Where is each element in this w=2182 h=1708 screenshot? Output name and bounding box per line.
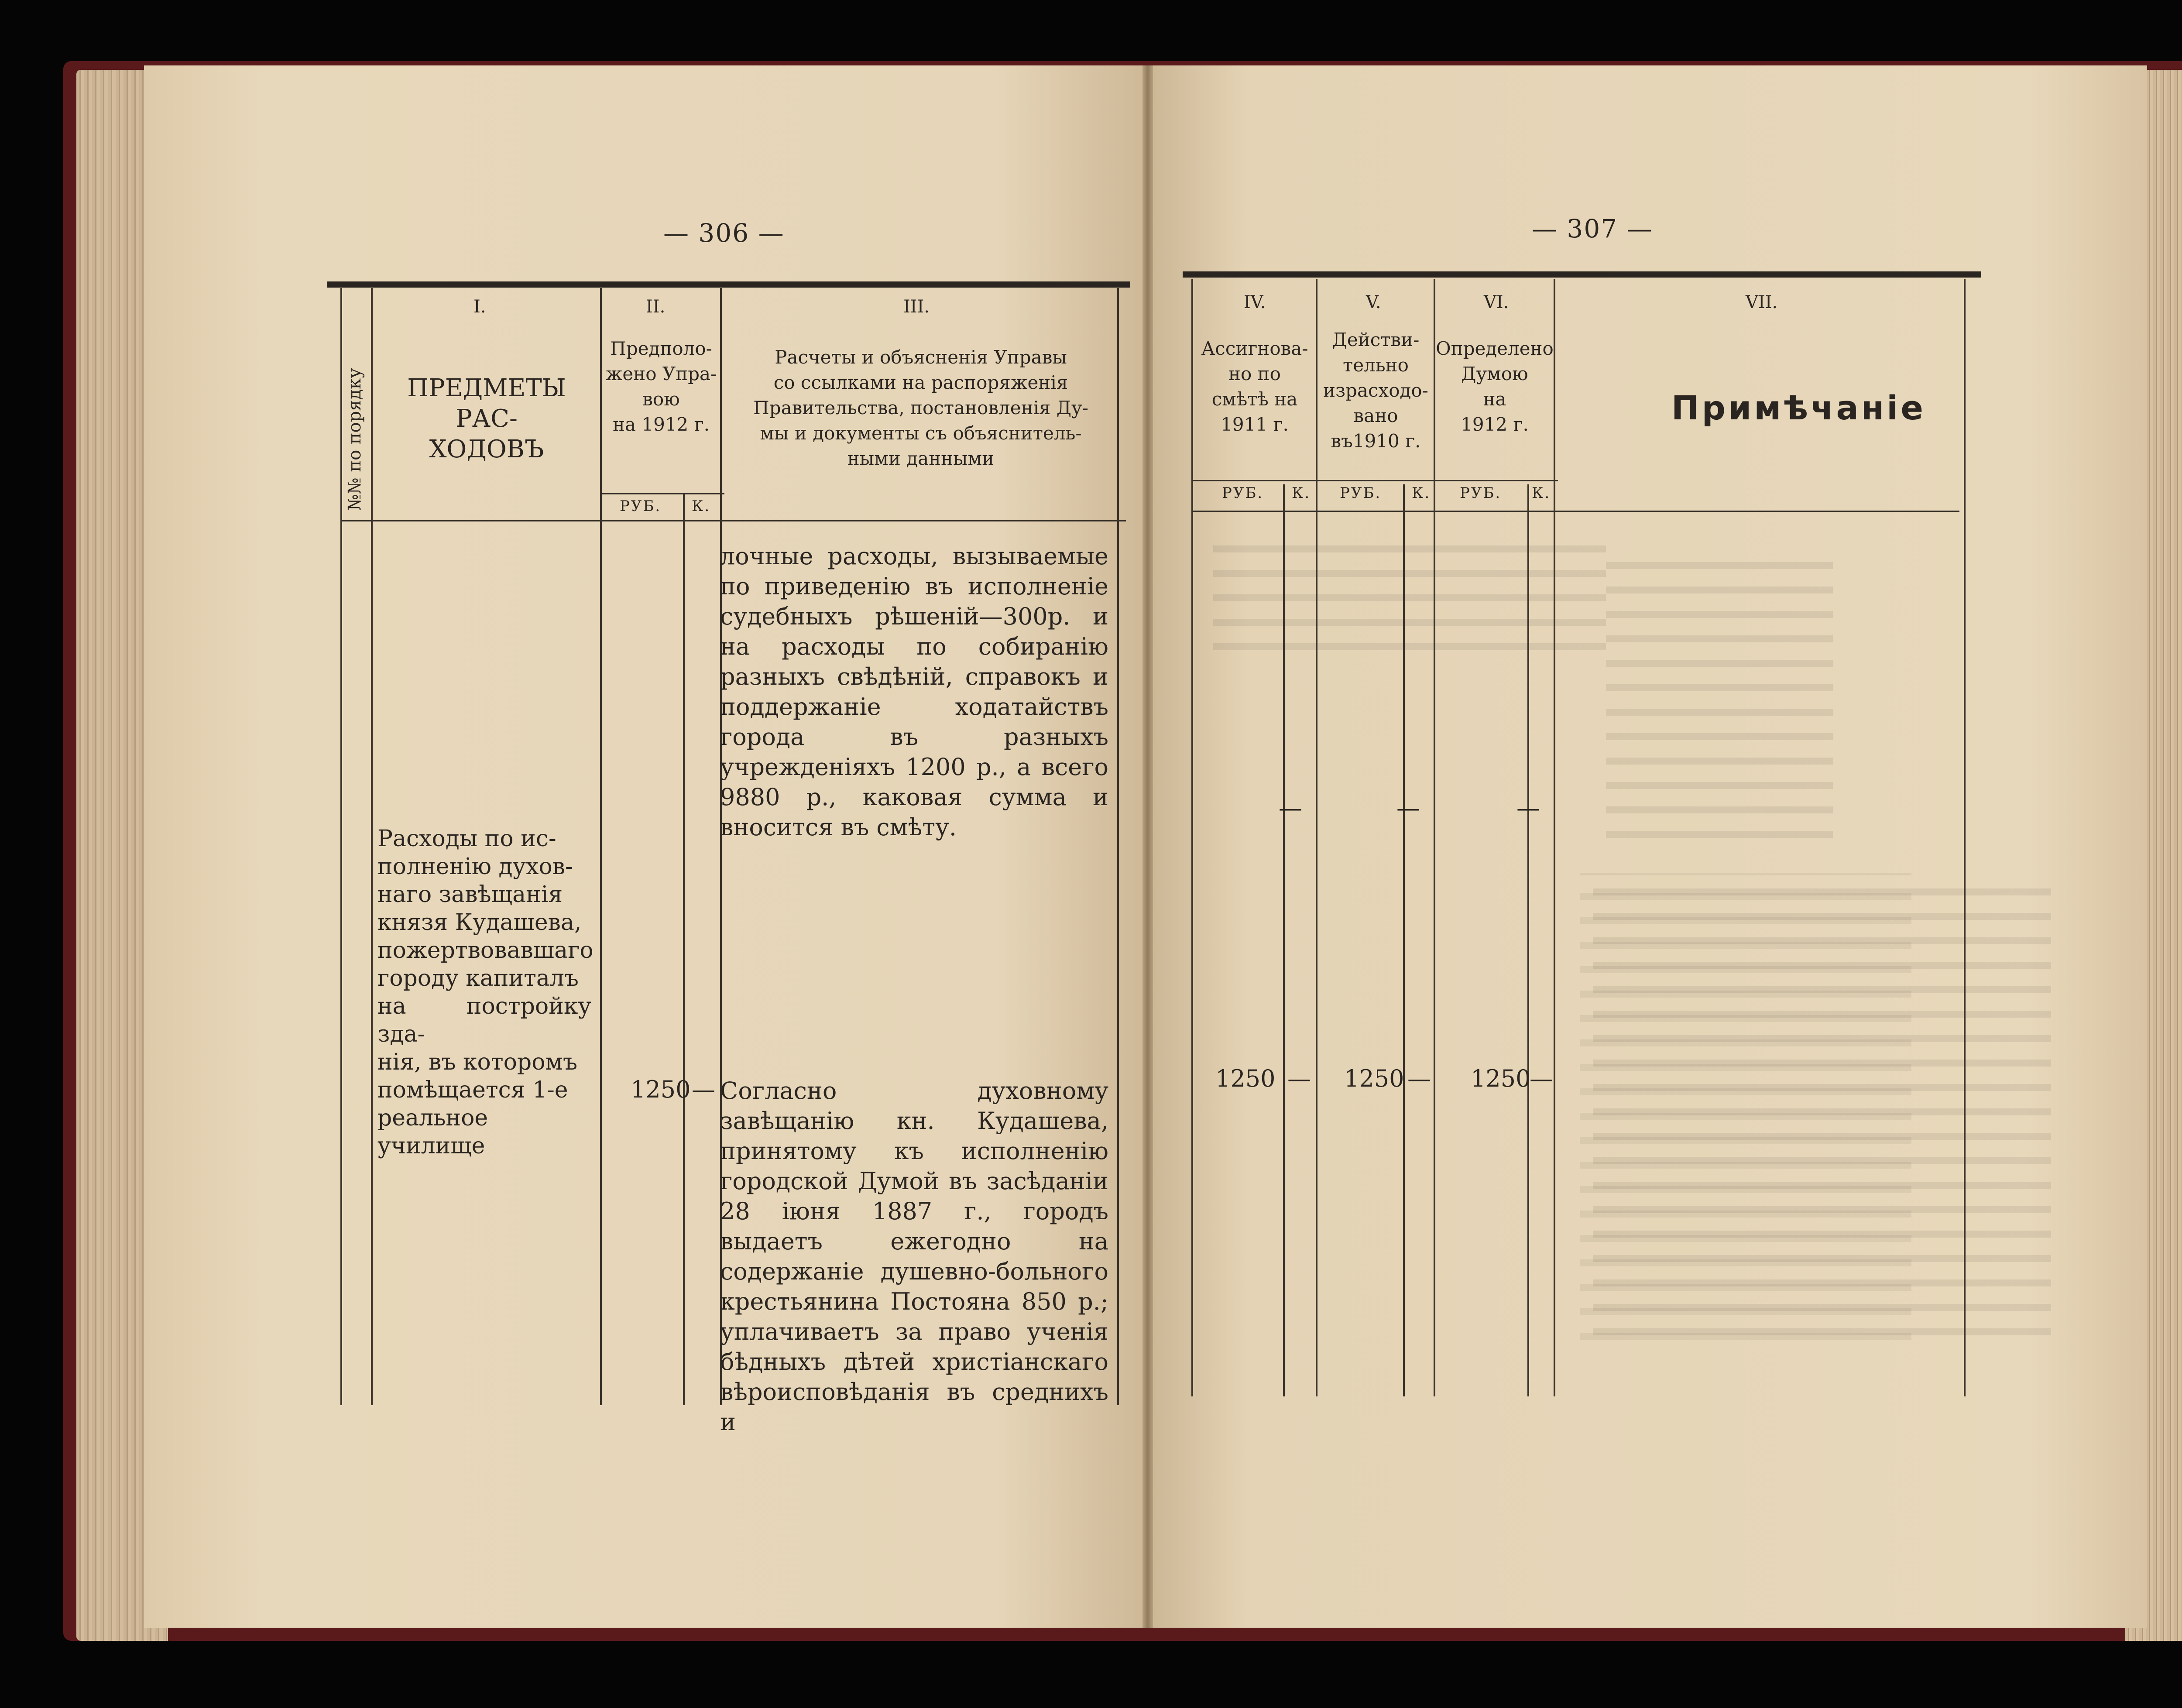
col5-rub: РУБ. [1340, 484, 1382, 502]
header-bottom-rule-right [1191, 511, 1959, 512]
col1-title: ПРЕДМЕТЫ РАС- ХОДОВЪ [407, 374, 566, 463]
col-rule-left-4 [1117, 288, 1119, 1405]
col-rule-left-1 [371, 288, 373, 1405]
table-top-rule-left [327, 281, 1130, 288]
col-rule-right-3 [1554, 279, 1555, 1396]
col2-title: Предполо- жено Упра- вою на 1912 г. [605, 338, 717, 435]
col-rule-right-2 [1434, 279, 1435, 1396]
col-rule-right-4 [1964, 279, 1966, 1396]
col-rule-right-kop4 [1283, 484, 1285, 1396]
col6-rub: РУБ. [1460, 484, 1502, 502]
amount-1912: 1250 [1471, 1065, 1531, 1092]
col3-roman: III. [903, 297, 930, 317]
col4-kop: К. [1292, 484, 1311, 502]
header-bottom-rule-left [340, 520, 1126, 521]
unit-rule-col2 [602, 493, 724, 494]
col2-rub: РУБ. [620, 497, 662, 515]
dash-1912: — [1516, 794, 1540, 822]
explanation-text-2: Согласно духовному завѣщанію кн. Кудашева, принятому къ исполненію городской Думой въ засѣданіи 28 іюня 1887 г., городъ выдаетъ ежегодно на содержаніе душевно-больного крестьянина Постояна 850 р.; уплачиваетъ за право ученія бѣдныхъ дѣтей христіанскаго вѣроисповѣданія въ среднихъ и [720, 1077, 1108, 1436]
page-number-left: — 306 — [663, 218, 785, 248]
table-top-rule-right [1183, 271, 1981, 278]
col6-roman: VI. [1484, 292, 1509, 312]
col5-kop: К. [1412, 484, 1431, 502]
kop-1911: — [1287, 1065, 1311, 1092]
col1-roman: I. [473, 297, 486, 317]
bleed-through-block-4 [1580, 873, 1911, 1357]
col7-title: Примѣчаніе [1671, 388, 1926, 427]
order-column-header: №№ по порядку [345, 368, 365, 511]
col4-title: Ассигнова- но по смѣтѣ на 1911 г. [1201, 338, 1308, 435]
col5-title: Действи- тельно израсходо- вано въ1910 г. [1323, 329, 1428, 452]
col-rule-right-kop5 [1403, 484, 1405, 1396]
col-rule-left-0 [340, 288, 342, 1405]
amount-1910: 1250 [1344, 1065, 1404, 1092]
dash-1911: — [1279, 794, 1302, 822]
col3-title: Расчеты и объясненія Управы со ссылками на распоряженія Правительства, постановленія Ду- мы и документы съ объяснитель- ными данными [753, 346, 1088, 469]
bleed-through-block [1606, 550, 1833, 855]
col7-roman: VII. [1746, 292, 1778, 312]
item-title: Расходы по ис- полненію духов- наго завѣщанія князя Кудашева, пожертвовавшаго городу капиталъ на постройку зда- нія, въ которомъ помѣщается 1-е реальное училище [377, 826, 594, 1159]
item-amount-kop: — [692, 1076, 715, 1103]
kop-1912: — [1530, 1065, 1553, 1092]
item-amount-rub: 1250 [631, 1076, 691, 1103]
col-rule-left-2 [600, 288, 602, 1405]
amount-1911: 1250 [1215, 1065, 1276, 1092]
col4-rub: РУБ. [1222, 484, 1264, 502]
book-gutter [1142, 65, 1153, 1628]
col4-roman: IV. [1244, 292, 1266, 312]
col2-roman: II. [646, 297, 666, 317]
kop-1910: — [1407, 1065, 1431, 1092]
page-number-right: — 307 — [1532, 214, 1653, 244]
col-rule-right-0 [1191, 279, 1193, 1396]
explanation-text-1: лочные расходы, вызываемые по приведенію въ исполненіе судебныхъ рѣшеній—300р. и на расходы по собиранію разныхъ свѣдѣній, справокъ и поддержаніе ходатайствъ города въ разныхъ учрежденіяхъ 1200 р., а всего 9880 р., каковая сумма и вносится въ смѣту. [720, 542, 1108, 841]
col2-kop: К. [692, 497, 711, 515]
unit-rule-right [1191, 480, 1558, 481]
col-rule-right-1 [1316, 279, 1317, 1396]
col6-kop: К. [1532, 484, 1551, 502]
col5-roman: V. [1366, 292, 1381, 312]
col6-title: Определено Думою на 1912 г. [1436, 338, 1554, 435]
dash-1910: — [1396, 794, 1420, 822]
col-rule-left-kop [683, 493, 685, 1405]
col-rule-right-kop6 [1527, 484, 1529, 1396]
bleed-through-block-3 [1213, 545, 1606, 668]
